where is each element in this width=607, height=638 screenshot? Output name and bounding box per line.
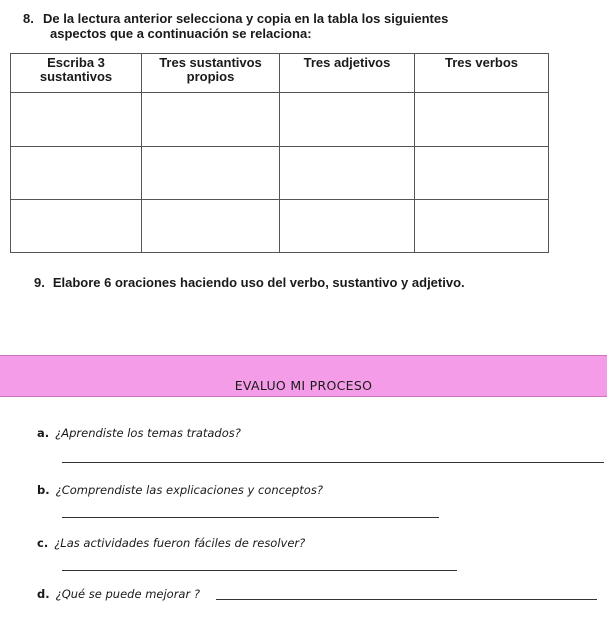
- table-cell[interactable]: [142, 93, 280, 147]
- item-a-letter: a.: [37, 426, 50, 440]
- table-cell[interactable]: [280, 93, 415, 147]
- table-row: [11, 147, 549, 200]
- table-cell[interactable]: [11, 200, 142, 253]
- table-cell[interactable]: [415, 93, 549, 147]
- question-8-text-line2: aspectos que a continuación se relaciona:: [50, 26, 312, 41]
- item-d: [37, 587, 200, 601]
- section-banner: [0, 355, 607, 397]
- table-cell[interactable]: [142, 147, 280, 200]
- question-8-number: 8.: [23, 11, 34, 26]
- table-cell[interactable]: [11, 147, 142, 200]
- table-cell[interactable]: [11, 93, 142, 147]
- item-a: [37, 426, 241, 440]
- header-verbos: Tres verbos: [415, 54, 549, 93]
- answer-line-b[interactable]: [62, 517, 439, 518]
- item-c-text: ¿Las actividades fueron fáciles de resolver?: [54, 536, 306, 550]
- table-header-row: [11, 54, 549, 93]
- question-8: [23, 11, 448, 41]
- table-row: [11, 200, 549, 253]
- item-b-letter: b.: [37, 483, 50, 497]
- table-row: [11, 93, 549, 147]
- header-adjetivos: Tres adjetivos: [280, 54, 415, 93]
- item-a-text: ¿Aprendiste los temas tratados?: [55, 426, 241, 440]
- question-8-text-line1: De la lectura anterior selecciona y copia en la tabla los siguientes: [43, 11, 449, 26]
- item-c: [37, 536, 305, 550]
- question-9-number: 9.: [34, 275, 45, 290]
- item-c-letter: c.: [37, 536, 49, 550]
- answer-line-a[interactable]: [62, 462, 604, 463]
- answer-line-c[interactable]: [62, 570, 457, 571]
- header-sustantivos-propios: Tres sustantivos propios: [142, 54, 280, 93]
- question-9-text: Elabore 6 oraciones haciendo uso del verbo, sustantivo y adjetivo.: [52, 275, 465, 290]
- header-escriba-sustantivos: Escriba 3 sustantivos: [11, 54, 142, 93]
- table-cell[interactable]: [280, 147, 415, 200]
- answer-line-d[interactable]: [216, 599, 597, 600]
- table-cell[interactable]: [415, 147, 549, 200]
- question-9: [34, 275, 465, 290]
- item-d-text: ¿Qué se puede mejorar ?: [55, 587, 200, 601]
- table-cell[interactable]: [142, 200, 280, 253]
- item-b-text: ¿Comprendiste las explicaciones y conceptos?: [55, 483, 323, 497]
- aspects-table: [10, 53, 549, 253]
- table-cell[interactable]: [280, 200, 415, 253]
- item-b: [37, 483, 323, 497]
- section-title: EVALUO MI PROCESO: [234, 378, 373, 393]
- item-d-letter: d.: [37, 587, 50, 601]
- table-cell[interactable]: [415, 200, 549, 253]
